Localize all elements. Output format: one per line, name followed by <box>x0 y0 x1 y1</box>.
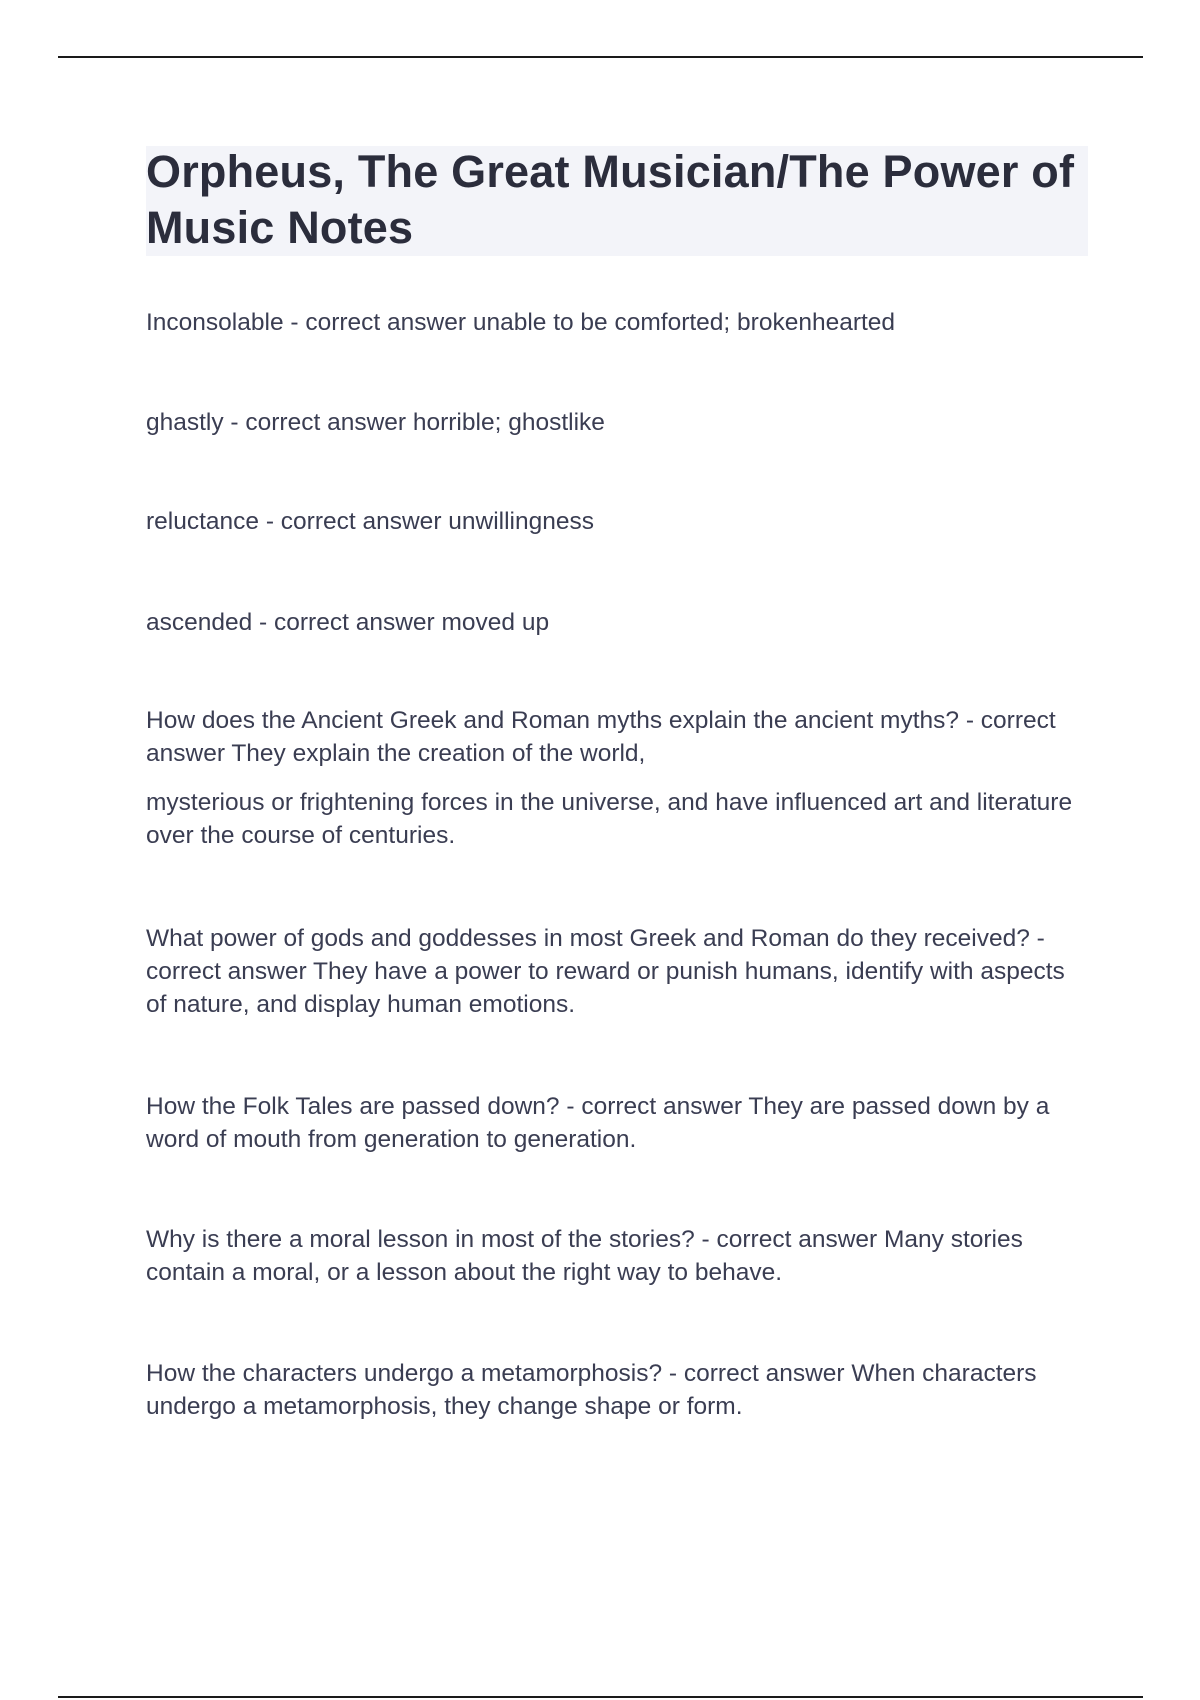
document-title: Orpheus, The Great Musician/The Power of Music Notes <box>146 146 1075 253</box>
qa-text: ascended - correct answer moved up <box>146 609 550 636</box>
qa-entry-metamorphosis <box>146 1357 1086 1423</box>
qa-entry-reluctance <box>146 505 1086 538</box>
qa-entry-inconsolable <box>146 306 1086 339</box>
qa-text: How does the Ancient Greek and Roman myths explain the ancient myths? - correct answer They explain the creation of the world, <box>146 707 1056 767</box>
qa-text: Why is there a moral lesson in most of the stories? - correct answer Many stories contain a moral, or a lesson about the right way to behave. <box>146 1226 1023 1286</box>
qa-entry-folk-tales <box>146 1090 1086 1156</box>
qa-entry-ascended <box>146 606 1086 639</box>
footer-rule <box>58 1696 1143 1698</box>
header-rule <box>58 56 1143 58</box>
qa-continuation: mysterious or frightening forces in the universe, and have influenced art and literature over the course of centuries. <box>146 789 1073 849</box>
qa-entry-moral-lesson <box>146 1223 1086 1289</box>
qa-text: reluctance - correct answer unwillingness <box>146 508 594 535</box>
qa-text: How the Folk Tales are passed down? - correct answer They are passed down by a word of mouth from generation to generation. <box>146 1093 1050 1153</box>
qa-text: ghastly - correct answer horrible; ghostlike <box>146 409 605 436</box>
qa-text: What power of gods and goddesses in most Greek and Roman do they received? - correct answer They have a power to reward or punish humans, identify with aspects of nature, and display human emotions. <box>146 925 1065 1018</box>
qa-text: Inconsolable - correct answer unable to be comforted; brokenhearted <box>146 309 896 336</box>
qa-entry-myths <box>146 704 1086 852</box>
qa-entry-ghastly <box>146 406 1086 439</box>
qa-text: How the characters undergo a metamorphosis? - correct answer When characters undergo a metamorphosis, they change shape or form. <box>146 1360 1037 1420</box>
qa-entry-gods-power <box>146 922 1086 1021</box>
